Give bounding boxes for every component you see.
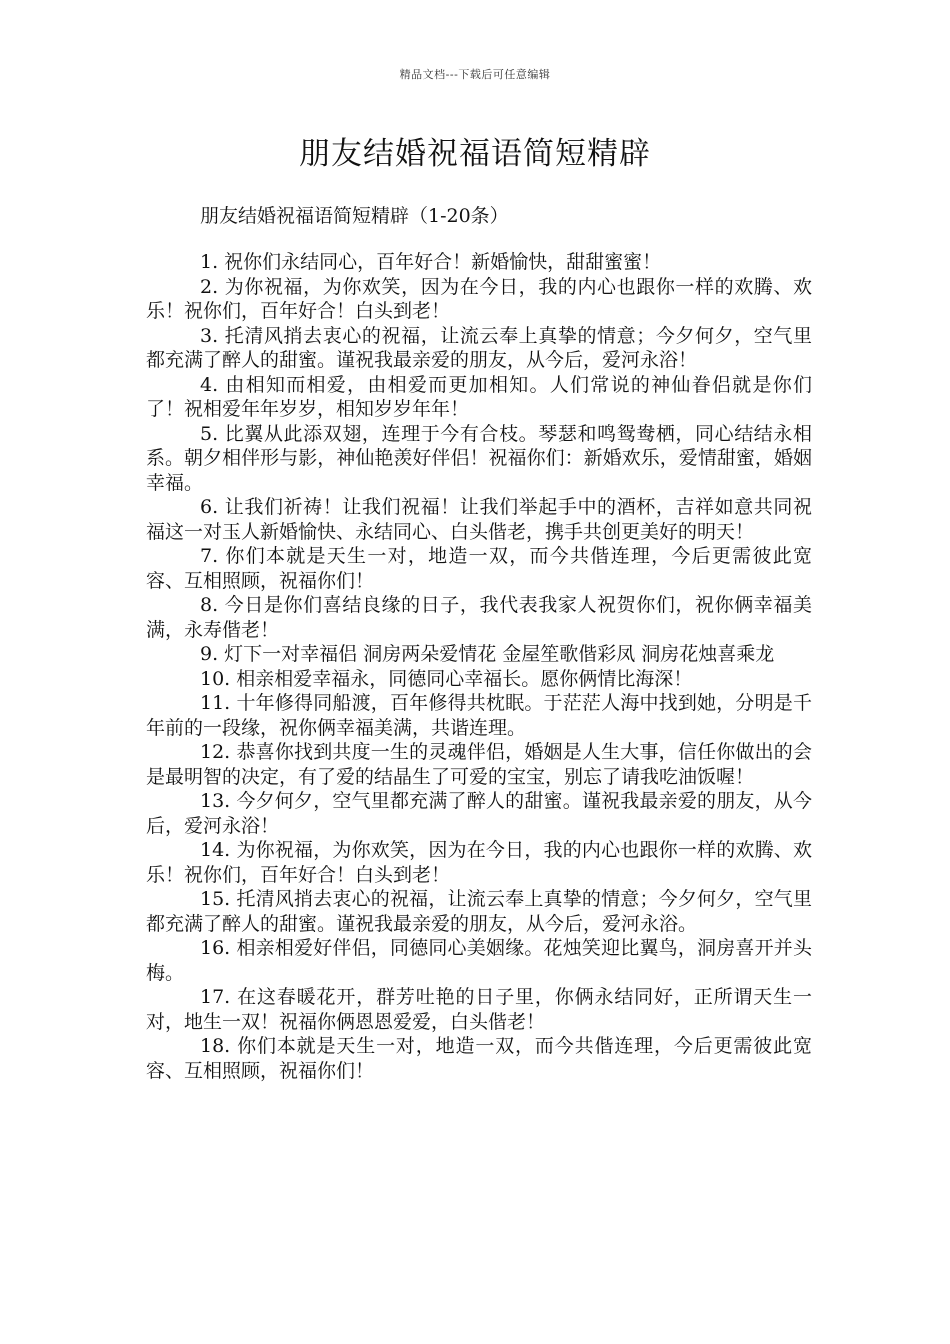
- paragraph-17: 17. 在这春暖花开，群芳吐艳的日子里，你俩永结同好，正所谓天生一对，地生一双！祝福你俩恩恩爱爱，白头偕老！: [146, 986, 812, 1033]
- paragraph-16: 16. 相亲相爱好伴侣，同德同心美姻缘。花烛笑迎比翼鸟，洞房喜开并头梅。: [146, 937, 812, 984]
- document-subtitle: 朋友结婚祝福语简短精辟（1-20条）: [200, 205, 509, 227]
- paragraph-13: 13. 今夕何夕，空气里都充满了醉人的甜蜜。谨祝我最亲爱的朋友，从今后，爱河永浴！: [146, 790, 812, 837]
- paragraph-18: 18. 你们本就是天生一对，地造一双，而今共偕连理，今后更需彼此宽容、互相照顾，祝福你们！: [146, 1035, 812, 1082]
- paragraph-5: 5. 比翼从此添双翅，连理于今有合枝。琴瑟和鸣鸳鸯栖，同心结结永相系。朝夕相伴形与影，神仙艳羡好伴侣！祝福你们：新婚欢乐，爱情甜蜜，婚姻幸福。: [146, 422, 812, 494]
- paragraph-10: 10. 相亲相爱幸福永，同德同心幸福长。愿你俩情比海深！: [200, 667, 693, 690]
- paragraph-14: 14. 为你祝福，为你欢笑，因为在今日，我的内心也跟你一样的欢腾、欢乐！祝你们，百年好合！白头到老！: [146, 839, 812, 886]
- paragraph-15: 15. 托清风捎去衷心的祝福，让流云奉上真挚的情意；今夕何夕，空气里都充满了醉人的甜蜜。谨祝我最亲爱的朋友，从今后，爱河永浴。: [146, 888, 812, 935]
- paragraph-7: 7. 你们本就是天生一对，地造一双，而今共偕连理，今后更需彼此宽容、互相照顾，祝福你们！: [146, 545, 812, 592]
- document-body: [146, 250, 812, 1083]
- header-note: 精品文档---下载后可任意编辑: [399, 68, 551, 81]
- paragraph-12: 12. 恭喜你找到共度一生的灵魂伴侣，婚姻是人生大事，信任你做出的会是最明智的决定，有了爱的结晶生了可爱的宝宝，别忘了请我吃油饭喔！: [146, 741, 812, 788]
- paragraph-2: 2. 为你祝福，为你欢笑，因为在今日，我的内心也跟你一样的欢腾、欢乐！祝你们，百年好合！白头到老！: [146, 275, 812, 322]
- paragraph-6: 6. 让我们祈祷！让我们祝福！让我们举起手中的酒杯，吉祥如意共同祝福这一对玉人新婚愉快、永结同心、白头偕老，携手共创更美好的明天！: [146, 496, 812, 543]
- paragraph-1: 1. 祝你们永结同心，百年好合！新婚愉快，甜甜蜜蜜！: [200, 251, 662, 273]
- paragraph-4: 4. 由相知而相爱，由相爱而更加相知。人们常说的神仙眷侣就是你们了！祝相爱年年岁岁，相知岁岁年年！: [146, 373, 812, 420]
- document-title: 朋友结婚祝福语简短精辟: [299, 136, 651, 172]
- paragraph-9: 9. 灯下一对幸福侣 洞房两朵爱情花 金屋笙歌偕彩凤 洞房花烛喜乘龙: [200, 643, 775, 665]
- paragraph-3: 3. 托清风捎去衷心的祝福，让流云奉上真挚的情意；今夕何夕，空气里都充满了醉人的甜蜜。谨祝我最亲爱的朋友，从今后，爱河永浴！: [146, 324, 812, 371]
- paragraph-11: 11. 十年修得同船渡，百年修得共枕眠。于茫茫人海中找到她，分明是千年前的一段缘，祝你俩幸福美满，共谐连理。: [146, 692, 812, 739]
- paragraph-8: 8. 今日是你们喜结良缘的日子，我代表我家人祝贺你们，祝你俩幸福美满，永寿偕老！: [146, 594, 812, 641]
